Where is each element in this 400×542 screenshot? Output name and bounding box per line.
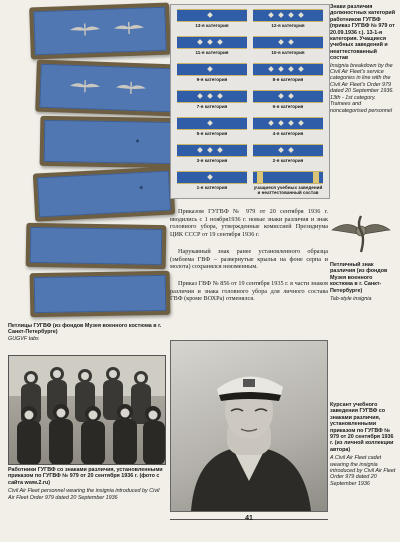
rank-dot [298, 12, 304, 18]
rank-dots [253, 94, 323, 98]
page-number: 41 [245, 515, 253, 522]
rank-bar [177, 63, 247, 76]
portrait-caption-en: A Civil Air Fleet cadet wearing the insignia introduced by Civil Air Fleet Order 979 dated 20 September 1936 [330, 455, 396, 487]
rank-dots [177, 13, 247, 17]
group-photo [8, 355, 166, 465]
tabs-caption-en: GUGVF tabs [8, 335, 39, 342]
emblem-caption-en: Tab-style insignia [330, 296, 372, 303]
collar-tab-3 [40, 116, 181, 168]
rank-bar-label: 13-я категория [195, 23, 229, 28]
group-caption-ru: Работники ГУГВФ со знаками различия, установленными приказом по ГУГВФ № 979 от 20 сентября 1936 г. (фото с сайта www.2.ru) [8, 467, 163, 486]
rank-dots [177, 67, 247, 71]
rank-bar [177, 36, 247, 49]
body-paragraph-1: Приказом ГУГВФ № 979 от 20 сентября 1936 г. вводились с 1 ноября1936 г. новые знаки различия и знак головного убора, утвержденные комиссией Президиума ЦИК СССР от 19 сентября 1936 г. [170, 208, 328, 238]
tab-pin-mark [140, 186, 143, 189]
rank-bar [253, 9, 323, 22]
rank-bar-label: 10-я категория [271, 50, 305, 55]
rank-dot [298, 120, 304, 126]
rank-dot [288, 147, 294, 153]
tab-pin-mark [136, 139, 139, 142]
rank-bar [177, 144, 247, 157]
rank-bar [253, 90, 323, 103]
rank-category-chart [170, 4, 330, 199]
body-paragraph-2: Нарукавный знак ранее установленного образца (эмблема ГВФ – развернутые крылья на фоне серпа и молота) сохранялся неизменным. [170, 248, 328, 271]
rank-bar-label: 7-я категория [196, 104, 228, 109]
rank-dot [268, 12, 274, 18]
rank-dot [288, 66, 294, 72]
winged-propeller-icon [68, 79, 102, 94]
rank-dot [298, 66, 304, 72]
rank-bar [253, 144, 323, 157]
rank-dot [207, 66, 213, 72]
rank-dot [268, 66, 274, 72]
rank-dots [177, 40, 247, 44]
emblem-caption [330, 262, 396, 302]
rank-dot [278, 120, 284, 126]
rank-bar-label: 9-я категория [196, 77, 228, 82]
rank-bar [253, 36, 323, 49]
tabs-caption [8, 323, 164, 342]
rank-dot [197, 147, 203, 153]
rank-dot [278, 93, 284, 99]
rank-bar-label: 4-я категория [272, 131, 304, 136]
rank-bar-label: 11-я категория [195, 50, 229, 55]
portrait-caption [330, 402, 396, 487]
group-photo-figures [9, 356, 165, 464]
rank-dots [253, 40, 323, 44]
rank-bar-label: 12-я категория [271, 23, 305, 28]
rank-dot [268, 120, 274, 126]
rank-dots [177, 121, 247, 125]
right-captions-column [330, 4, 396, 114]
rank-dot [197, 39, 203, 45]
rank-stripe [257, 172, 263, 183]
rank-bar-label: 8-я категория [272, 77, 304, 82]
rank-dots [177, 148, 247, 152]
rank-dot [207, 120, 213, 126]
rank-dot [207, 12, 213, 18]
collar-tab-1 [29, 3, 171, 60]
emblem-caption-ru: Петличный знак различия (из фондов Музея военного костюма в г. Санкт-Петербурге) [330, 262, 388, 294]
winged-propeller-emblem [330, 212, 392, 256]
rank-bar [177, 171, 247, 184]
rank-bar-label: 3-я категория [196, 158, 228, 163]
rank-bar-label: учащиеся учебных заведений и неаттестованный состав [253, 185, 323, 195]
rank-dots [253, 121, 323, 125]
rank-dot [278, 39, 284, 45]
collar-tab-5 [26, 223, 167, 269]
winged-propeller-icon [114, 80, 148, 95]
portrait-caption-ru: Курсант учебного заведения ГУГВФ со знаками различия, установленными приказом по ГУГВФ № 979 от 20 сентября 1936 г. (из личной коллекции автора) [330, 402, 394, 453]
rank-dots [253, 148, 323, 152]
winged-propeller-icon [112, 20, 146, 35]
rank-bar [177, 9, 247, 22]
rank-stripe [313, 172, 319, 183]
rank-dot [217, 39, 223, 45]
rank-bar [177, 117, 247, 130]
rank-dot [207, 174, 213, 180]
rank-bar-label: 5-я категория [196, 131, 228, 136]
rank-bar-label: 1-я категория [196, 185, 228, 190]
collar-tab-6 [30, 271, 171, 317]
rank-dots [253, 67, 323, 71]
rank-dots [253, 13, 323, 17]
rank-bar-label: 2-я категория [272, 158, 304, 163]
rank-bar [253, 63, 323, 76]
rank-dot [207, 147, 213, 153]
rank-dot [278, 66, 284, 72]
chart-caption-en: Insignia breakdown by the Civil Air Fleet's service categories in line with the Civil Air Fleet's Order 979 dated 20 September 1936. 13th - 1st category. Trainees and noncategorised personnel [330, 62, 394, 114]
cadet-portrait-photo [170, 340, 328, 512]
tabs-caption-ru: Петлицы ГУГВФ (из фондов Музея военного костюма в г. Санкт-Петербурге) [8, 323, 162, 336]
group-caption-en: Civil Air Fleet personnel wearing the insignia introduced by Civil Air Fleet Order 979 dated 20 September 1936 [8, 488, 160, 501]
rank-dots [177, 175, 247, 179]
rank-bar-label: 6-я категория [272, 104, 304, 109]
rank-dot [207, 39, 213, 45]
rank-dot [217, 147, 223, 153]
rank-dot [197, 93, 203, 99]
rank-dot [207, 93, 213, 99]
chart-caption-ru: Знаки различия должностных категорий работников ГУГВФ (приказ ГУГВФ № 979 от 20.09.1936 г.). 13-1-я категория. Учащиеся учебных заведений и неаттестованный состав [330, 4, 396, 62]
rank-bar [177, 90, 247, 103]
cadet-figure [171, 341, 327, 511]
collar-tab-2 [35, 60, 177, 117]
rank-dots [177, 94, 247, 98]
winged-propeller-icon [68, 22, 102, 37]
rank-dot [278, 12, 284, 18]
rank-dot [288, 12, 294, 18]
rank-bar [253, 171, 323, 184]
rank-dot [288, 93, 294, 99]
rank-dot [288, 39, 294, 45]
rank-dot [278, 147, 284, 153]
collar-tab-4 [33, 166, 175, 221]
rank-dot [288, 120, 294, 126]
rank-bar [253, 117, 323, 130]
group-photo-caption [8, 467, 164, 501]
rank-dot [217, 93, 223, 99]
body-paragraph-3: Приказ ГВФ № 856 от 19 сентября 1935 г. в части знаков различия и знака головного убора для личного состава ГВФ (кроме ВОХРа) отменялся. [170, 280, 328, 303]
